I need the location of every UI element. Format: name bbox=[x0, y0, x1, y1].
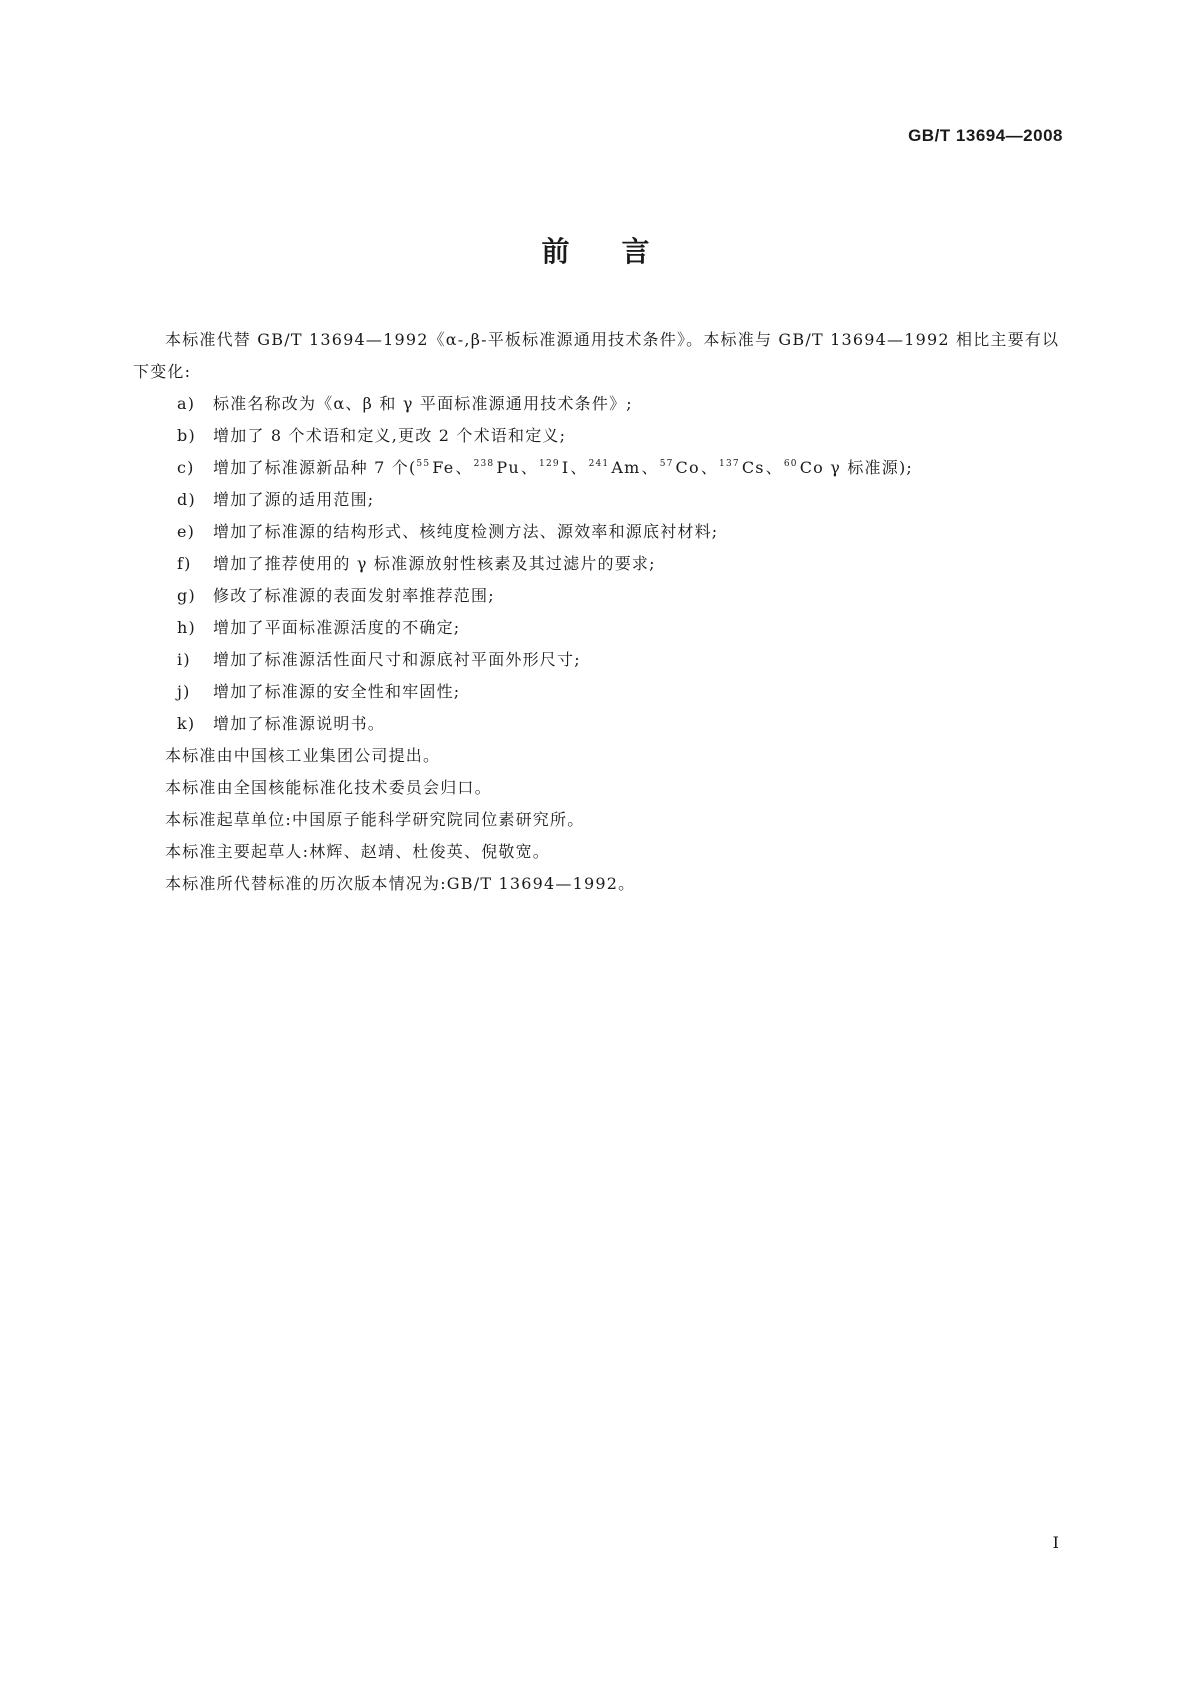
isotope-symbol: Fe bbox=[432, 458, 455, 477]
isotope-mass: 57 bbox=[659, 459, 674, 469]
standard-number: GB/T 13694—2008 bbox=[908, 126, 1063, 145]
isotope-symbol: Co bbox=[675, 458, 700, 477]
separator: 、 bbox=[700, 458, 719, 477]
isotope-symbol: Co bbox=[799, 458, 825, 477]
list-item bbox=[133, 484, 1064, 516]
list-text: 增加了平面标准源活度的不确定; bbox=[213, 618, 461, 637]
list-item bbox=[133, 612, 1064, 644]
isotope bbox=[784, 458, 824, 477]
list-text-suffix: γ 标准源); bbox=[824, 458, 913, 477]
isotope-symbol: Pu bbox=[496, 458, 520, 477]
isotope-mass: 129 bbox=[539, 459, 560, 469]
list-text: 标准名称改为《α、β 和 γ 平面标准源通用技术条件》; bbox=[213, 394, 633, 413]
list-item bbox=[133, 676, 1064, 708]
isotope bbox=[660, 458, 700, 477]
drafters-statement: 本标准主要起草人:林辉、赵靖、杜俊英、倪敬宽。 bbox=[165, 842, 550, 861]
list-text: 增加了 8 个术语和定义,更改 2 个术语和定义; bbox=[213, 426, 567, 445]
administration-statement: 本标准由全国核能标准化技术委员会归口。 bbox=[165, 778, 492, 797]
page-number: I bbox=[1052, 1533, 1059, 1552]
isotope bbox=[539, 458, 569, 477]
isotope-mass: 55 bbox=[416, 459, 431, 469]
list-item bbox=[133, 644, 1064, 676]
separator: 、 bbox=[570, 458, 588, 477]
proposer-statement: 本标准由中国核工业集团公司提出。 bbox=[165, 746, 441, 765]
isotope-mass: 241 bbox=[588, 459, 610, 469]
drafting-unit-statement: 本标准起草单位:中国原子能科学研究院同位素研究所。 bbox=[165, 810, 585, 829]
separator: 、 bbox=[641, 458, 659, 477]
page-title: 前言 bbox=[541, 235, 702, 268]
isotope-symbol: Am bbox=[611, 458, 641, 477]
isotope bbox=[474, 458, 520, 477]
isotope-symbol: I bbox=[561, 458, 570, 477]
version-history-statement: 本标准所代替标准的历次版本情况为:GB/T 13694—1992。 bbox=[165, 874, 636, 893]
list-label: c) bbox=[177, 458, 195, 477]
list-label: e) bbox=[177, 522, 196, 541]
list-label: h) bbox=[177, 618, 196, 637]
list-label: f) bbox=[177, 554, 192, 573]
list-label: j) bbox=[177, 682, 191, 701]
list-item bbox=[133, 516, 1064, 548]
list-text: 增加了标准源的结构形式、核纯度检测方法、源效率和源底衬材料; bbox=[213, 522, 719, 541]
list-label: b) bbox=[177, 426, 196, 445]
isotope bbox=[719, 458, 765, 477]
list-label: k) bbox=[177, 714, 196, 733]
separator: 、 bbox=[765, 458, 783, 477]
separator: 、 bbox=[455, 458, 473, 477]
list-label: d) bbox=[177, 490, 196, 509]
list-item bbox=[133, 580, 1064, 612]
separator: 、 bbox=[520, 458, 539, 477]
intro-paragraph: 本标准代替 GB/T 13694—1992《α-,β-平板标准源通用技术条件》。本标准与 GB/T 13694—1992 相比主要有以下变化: bbox=[133, 330, 1060, 381]
list-text-prefix: 增加了标准源新品种 7 个( bbox=[213, 458, 417, 477]
isotope-mass: 137 bbox=[719, 459, 740, 469]
list-label: g) bbox=[177, 586, 196, 605]
isotope bbox=[416, 458, 454, 477]
list-text: 增加了源的适用范围; bbox=[213, 490, 375, 509]
list-text: 增加了标准源说明书。 bbox=[213, 714, 386, 733]
list-text: 增加了标准源的安全性和牢固性; bbox=[213, 682, 461, 701]
list-text: 增加了标准源活性面尺寸和源底衬平面外形尺寸; bbox=[213, 650, 581, 669]
list-text: 增加了推荐使用的 γ 标准源放射性核素及其过滤片的要求; bbox=[213, 554, 656, 573]
list-text: 修改了标准源的表面发射率推荐范围; bbox=[213, 586, 495, 605]
list-item bbox=[133, 548, 1064, 580]
changes-list bbox=[133, 388, 1064, 740]
list-item bbox=[133, 452, 1064, 484]
isotope-mass: 60 bbox=[783, 459, 798, 469]
isotope-mass: 238 bbox=[473, 459, 495, 469]
isotope-symbol: Cs bbox=[741, 458, 765, 477]
list-item bbox=[133, 708, 1064, 740]
list-item bbox=[133, 388, 1064, 420]
document-body bbox=[133, 324, 1064, 900]
list-item bbox=[133, 420, 1064, 452]
isotope bbox=[589, 458, 641, 477]
list-label: a) bbox=[177, 394, 196, 413]
list-label: i) bbox=[177, 650, 191, 669]
